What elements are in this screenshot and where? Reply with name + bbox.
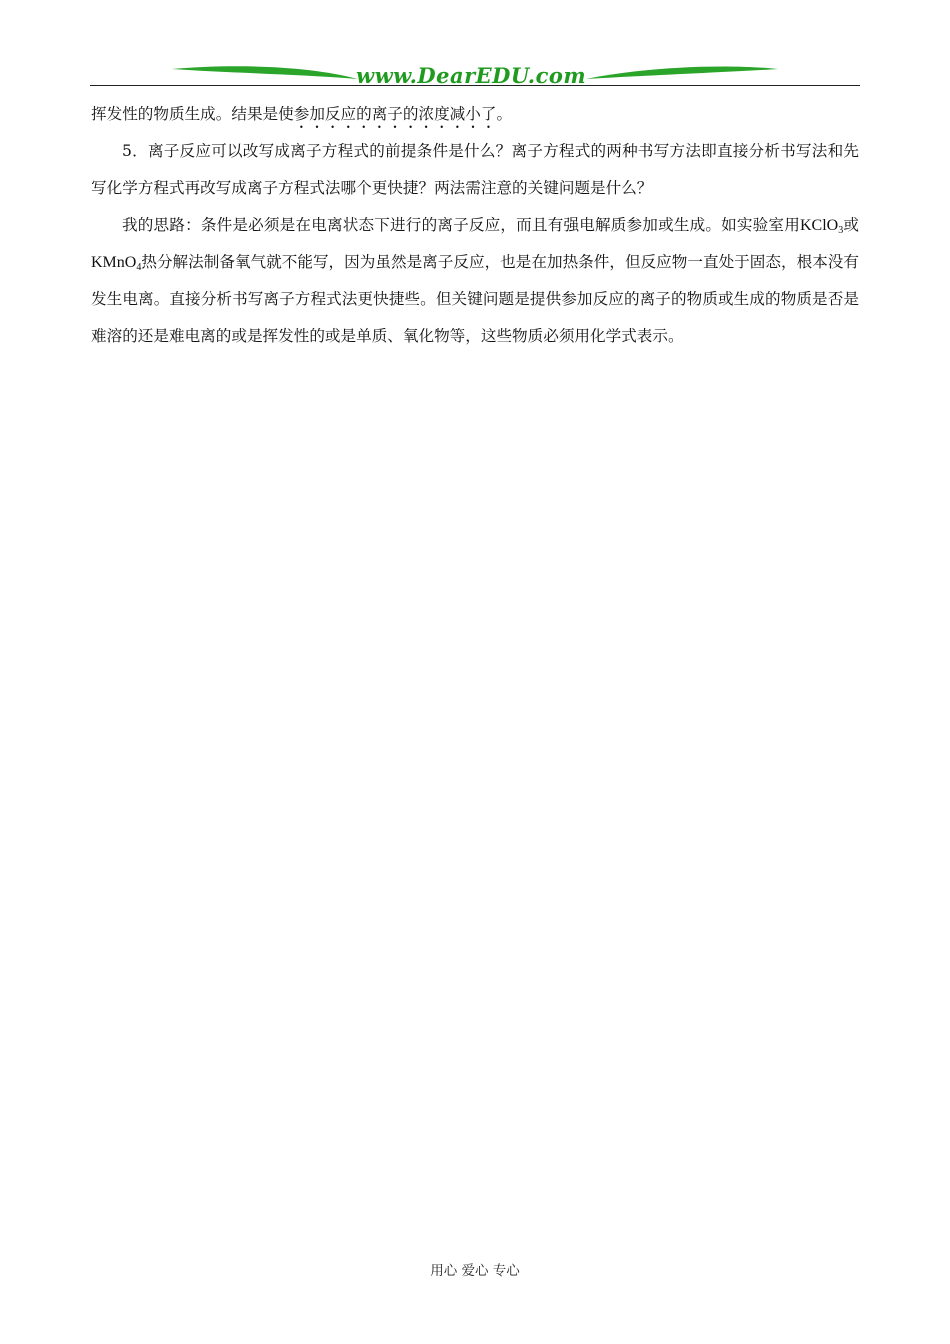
page-footer: 用心 爱心 专心 <box>430 1263 520 1279</box>
paragraph-continuation <box>91 96 859 133</box>
p1-suffix: 。 <box>496 105 513 123</box>
emphasized-text: 参加反应的离子的浓度减小了 <box>293 105 497 123</box>
document-body <box>91 96 859 355</box>
page-header <box>90 60 860 90</box>
question-5: 5．离子反应可以改写成离子方程式的前提条件是什么？离子方程式的两种书写方法即直接分析书写法和先写化学方程式再改写成离子方程式法哪个更快捷？两法需注意的关键问题是什么？ <box>91 142 859 197</box>
header-divider <box>90 85 860 86</box>
answer-text-start: 我的思路：条件是必须是在电离状态下进行的离子反应，而且有强电解质参加或生成。如实验室用 <box>122 216 800 234</box>
answer-text-or: 或 <box>843 216 859 234</box>
answer-paragraph <box>91 207 859 355</box>
formula-kmno4: KMnO$_4$ <box>91 254 142 273</box>
site-logo-text: www.DearEDU.com <box>356 63 587 88</box>
answer-text-rest: 热分解法制备氧气就不能写，因为虽然是离子反应，也是在加热条件，但反应物一直处于固态，根本没有发生电离。直接分析书写离子方程式法更快捷些。但关键问题是提供参加反应的离子的物质或生成的物质是否是难溶的还是难电离的或是挥发性的或是单质、氧化物等，这些物质必须用化学式表示。 <box>91 253 859 345</box>
formula-kclo3: KClO$_3$ <box>799 217 844 236</box>
p1-prefix: 挥发性的物质生成。结果是使 <box>91 105 294 123</box>
